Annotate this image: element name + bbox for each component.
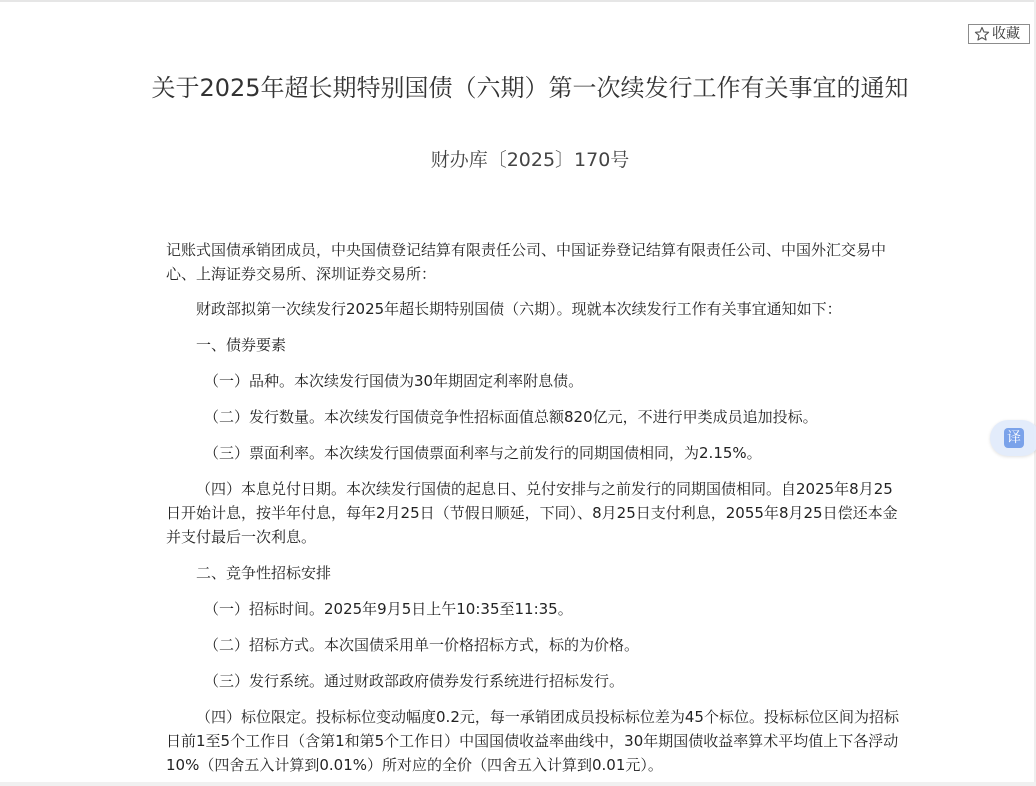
document-number: 财办库〔2025〕170号 xyxy=(430,149,630,171)
star-icon xyxy=(974,26,990,42)
section-heading-1: 一、债券要素 xyxy=(196,336,287,354)
document-title: 关于2025年超长期特别国债（六期）第一次续发行工作有关事宜的通知 xyxy=(151,74,909,102)
favorite-label: 收藏 xyxy=(992,26,1020,42)
section2-item-4: （四）标位限定。投标标位变动幅度0.2元，每一承销团成员投标标位差为45个标位。投标标位区间为招标日前1至5个工作日（含第1和第5个工作日）中国国债收益率曲线中，30年期国债收益率算术平均值上下各浮动10%（四舍五入计算到0.01%）所对应的全价（四舍五入计算到0.01元）。 xyxy=(166,708,899,774)
section1-item-4: （四）本息兑付日期。本次续发行国债的起息日、兑付安排与之前发行的同期国债相同。自2025年8月25日开始计息，按半年付息，每年2月25日（节假日顺延，下同）、8月25日支付利息，2055年8月25日偿还本金并支付最后一次利息。 xyxy=(166,480,898,546)
horizontal-scrollbar[interactable] xyxy=(0,782,1036,786)
section-heading-2: 二、竞争性招标安排 xyxy=(196,564,332,582)
section1-item-1: （一）品种。本次续发行国债为30年期固定利率附息债。 xyxy=(204,372,584,390)
translate-icon: 译 xyxy=(1004,428,1024,448)
section2-item-1: （一）招标时间。2025年9月5日上午10:35至11:35。 xyxy=(204,600,573,618)
section2-item-3: （三）发行系统。通过财政部政府债券发行系统进行招标发行。 xyxy=(204,672,625,690)
translate-button[interactable] xyxy=(990,420,1036,456)
document-body xyxy=(166,238,904,786)
section1-item-2: （二）发行数量。本次续发行国债竞争性招标面值总额820亿元，不进行甲类成员追加投标。 xyxy=(204,408,818,426)
addressee: 记账式国债承销团成员，中央国债登记结算有限责任公司、中国证券登记结算有限责任公司、中国外汇交易中心、上海证券交易所、深圳证券交易所： xyxy=(166,241,887,283)
intro-paragraph: 财政部拟第一次续发行2025年超长期特别国债（六期）。现就本次续发行工作有关事宜通知如下： xyxy=(196,300,842,318)
section2-item-2: （二）招标方式。本次国债采用单一价格招标方式，标的为价格。 xyxy=(204,636,640,654)
top-border xyxy=(0,0,1036,2)
section1-item-3: （三）票面利率。本次续发行国债票面利率与之前发行的同期国债相同，为2.15%。 xyxy=(204,444,762,462)
favorite-button[interactable] xyxy=(968,24,1030,44)
